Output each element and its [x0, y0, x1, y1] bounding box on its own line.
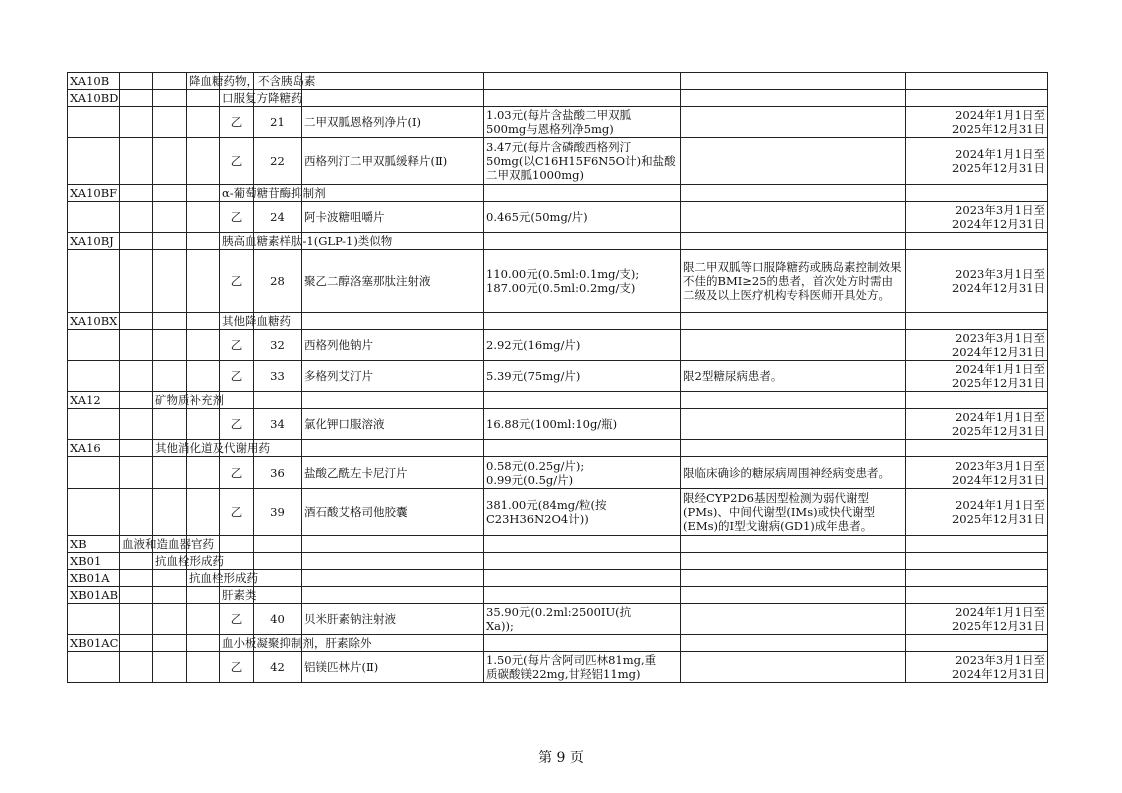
price-line: 381.00元(84mg/粒(按 — [486, 498, 607, 512]
indent-cell — [153, 313, 187, 330]
empty-cell — [120, 409, 153, 440]
drug-note — [681, 604, 906, 635]
drug-row — [68, 652, 1048, 683]
category-code: XB01A — [68, 570, 120, 587]
drug-category: 乙 — [220, 489, 254, 536]
indent-cell — [187, 587, 220, 604]
drug-note — [681, 330, 906, 361]
indent-cell — [153, 73, 187, 90]
empty-cell — [68, 604, 120, 635]
indent-cell — [120, 635, 153, 652]
category-code: XB01AB — [68, 587, 120, 604]
empty-cell — [68, 457, 120, 489]
date-line: 2025年12月31日 — [951, 376, 1045, 390]
empty-cell — [906, 536, 1048, 553]
empty-cell — [120, 489, 153, 536]
indent-cell — [187, 90, 220, 107]
drug-category: 乙 — [220, 409, 254, 440]
drug-number: 22 — [254, 138, 302, 185]
empty-cell — [153, 250, 187, 313]
date-line: 2023年3月1日至 — [955, 267, 1045, 281]
category-name: 血液和造血器官药 — [120, 536, 153, 553]
empty-cell — [254, 587, 302, 604]
empty-cell — [681, 90, 906, 107]
empty-cell — [187, 489, 220, 536]
validity-cell — [906, 138, 1048, 185]
empty-cell — [484, 553, 681, 570]
price-cell — [484, 457, 681, 489]
drug-number: 39 — [254, 489, 302, 536]
indent-cell — [120, 553, 153, 570]
drug-row — [68, 138, 1048, 185]
empty-cell — [484, 90, 681, 107]
price-line: 0.58元(0.25g/片); — [486, 458, 585, 473]
empty-cell — [187, 652, 220, 683]
date-line: 2024年12月31日 — [951, 281, 1045, 295]
empty-cell — [681, 553, 906, 570]
empty-cell — [681, 73, 906, 90]
drug-note — [681, 138, 906, 185]
empty-cell — [153, 107, 187, 138]
empty-cell — [187, 330, 220, 361]
drug-note — [681, 409, 906, 440]
drug-category: 乙 — [220, 107, 254, 138]
price-line: 3.47元(每片含磷酸西格列汀 — [486, 140, 632, 154]
drug-row — [68, 330, 1048, 361]
date-line: 2025年12月31日 — [951, 512, 1045, 526]
drug-note: 限经CYP2D6基因型检测为弱代谢型(PMs)、中间代谢型(IMs)或快代谢型(EMs)的Ⅰ型戈谢病(GD1)成年患者。 — [681, 489, 906, 536]
validity-cell — [906, 202, 1048, 233]
price-line: 二甲双胍1000mg) — [486, 168, 585, 182]
empty-cell — [681, 185, 906, 202]
validity-cell — [906, 409, 1048, 440]
drug-category: 乙 — [220, 202, 254, 233]
drug-number: 24 — [254, 202, 302, 233]
empty-cell — [484, 233, 681, 250]
empty-cell — [254, 392, 302, 409]
drug-name: 阿卡波糖咀嚼片 — [302, 202, 484, 233]
empty-cell — [302, 313, 484, 330]
empty-cell — [484, 587, 681, 604]
empty-cell — [187, 604, 220, 635]
empty-cell — [484, 635, 681, 652]
indent-cell — [120, 90, 153, 107]
category-name: 血小板凝聚抑制剂，肝素除外 — [220, 635, 254, 652]
empty-cell — [68, 409, 120, 440]
empty-cell — [254, 570, 302, 587]
empty-cell — [120, 138, 153, 185]
category-code: XA10BX — [68, 313, 120, 330]
category-row — [68, 536, 1048, 553]
date-line: 2024年12月31日 — [951, 217, 1045, 231]
price-line: 187.00元(0.5ml:0.2mg/支) — [486, 281, 636, 295]
category-code: XB01AC — [68, 635, 120, 652]
date-line: 2024年1月1日至 — [955, 498, 1045, 512]
empty-cell — [68, 250, 120, 313]
validity-cell — [906, 652, 1048, 683]
empty-cell — [187, 202, 220, 233]
validity-cell — [906, 361, 1048, 392]
validity-cell — [906, 107, 1048, 138]
drug-number: 21 — [254, 107, 302, 138]
validity-cell — [906, 330, 1048, 361]
validity-cell — [906, 457, 1048, 489]
empty-cell — [906, 392, 1048, 409]
drug-row — [68, 250, 1048, 313]
date-line: 2024年12月31日 — [951, 345, 1045, 359]
drug-row — [68, 202, 1048, 233]
price-line: 110.00元(0.5ml:0.1mg/支); — [486, 267, 640, 281]
price-line: C23H36N2O4计)) — [486, 512, 589, 526]
category-name: 降血糖药物，不含胰岛素 — [187, 73, 220, 90]
date-line: 2024年1月1日至 — [955, 362, 1045, 376]
empty-cell — [120, 457, 153, 489]
empty-cell — [187, 457, 220, 489]
drug-number: 34 — [254, 409, 302, 440]
empty-cell — [302, 185, 484, 202]
category-name: 胰高血糖素样肽-1(GLP-1)类似物 — [220, 233, 254, 250]
category-name: 抗血栓形成药 — [187, 570, 220, 587]
drug-row — [68, 361, 1048, 392]
category-code: XA10BD — [68, 90, 120, 107]
date-line: 2024年12月31日 — [951, 472, 1045, 487]
page-number: 第 9 页 — [538, 750, 584, 766]
date-line: 2023年3月1日至 — [955, 331, 1045, 345]
empty-cell — [68, 107, 120, 138]
empty-cell — [68, 489, 120, 536]
category-code: XA10BJ — [68, 233, 120, 250]
date-line: 2023年3月1日至 — [955, 653, 1045, 667]
category-row — [68, 587, 1048, 604]
category-row — [68, 233, 1048, 250]
indent-cell — [153, 570, 187, 587]
drug-category: 乙 — [220, 330, 254, 361]
category-code: XA10BF — [68, 185, 120, 202]
empty-cell — [484, 313, 681, 330]
empty-cell — [906, 73, 1048, 90]
empty-cell — [153, 138, 187, 185]
price-cell — [484, 361, 681, 392]
price-line: 5.39元(75mg/片) — [486, 369, 581, 383]
empty-cell — [254, 553, 302, 570]
price-line: 16.88元(100ml:10g/瓶) — [486, 417, 618, 431]
empty-cell — [302, 73, 484, 90]
category-row — [68, 73, 1048, 90]
drug-name: 贝米肝素钠注射液 — [302, 604, 484, 635]
empty-cell — [681, 587, 906, 604]
price-cell — [484, 107, 681, 138]
price-line: Xa)); — [486, 619, 514, 633]
empty-cell — [484, 392, 681, 409]
empty-cell — [153, 361, 187, 392]
price-cell — [484, 489, 681, 536]
indent-cell — [187, 635, 220, 652]
drug-number: 36 — [254, 457, 302, 489]
empty-cell — [681, 570, 906, 587]
category-row — [68, 635, 1048, 652]
empty-cell — [681, 635, 906, 652]
drug-number: 40 — [254, 604, 302, 635]
drug-note: 限二甲双胍等口服降糖药或胰岛素控制效果不佳的BMI≥25的患者，首次处方时需由二级及以上医疗机构专科医师开具处方。 — [681, 250, 906, 313]
price-line: 50mg(以C16H15F6N5O计)和盐酸 — [486, 154, 676, 168]
validity-cell — [906, 250, 1048, 313]
category-row — [68, 392, 1048, 409]
empty-cell — [68, 330, 120, 361]
date-line: 2025年12月31日 — [951, 122, 1045, 136]
empty-cell — [120, 330, 153, 361]
empty-cell — [153, 409, 187, 440]
price-cell — [484, 202, 681, 233]
drug-name: 多格列艾汀片 — [302, 361, 484, 392]
empty-cell — [220, 392, 254, 409]
category-row — [68, 313, 1048, 330]
category-code: XB — [68, 536, 120, 553]
indent-cell — [120, 73, 153, 90]
price-cell — [484, 604, 681, 635]
drug-category: 乙 — [220, 457, 254, 489]
drug-row — [68, 457, 1048, 489]
drug-note — [681, 107, 906, 138]
empty-cell — [906, 440, 1048, 457]
price-line: 35.90元(0.2ml:2500IU(抗 — [486, 605, 632, 619]
category-row — [68, 90, 1048, 107]
empty-cell — [906, 570, 1048, 587]
empty-cell — [906, 233, 1048, 250]
drug-name: 盐酸乙酰左卡尼汀片 — [302, 457, 484, 489]
indent-cell — [153, 635, 187, 652]
price-cell — [484, 409, 681, 440]
drug-number: 28 — [254, 250, 302, 313]
category-name: 其他降血糖药 — [220, 313, 254, 330]
drug-list-table — [67, 72, 1048, 683]
empty-cell — [120, 361, 153, 392]
date-line: 2024年1月1日至 — [955, 410, 1045, 424]
empty-cell — [302, 392, 484, 409]
empty-cell — [681, 440, 906, 457]
empty-cell — [68, 138, 120, 185]
drug-name: 聚乙二醇洛塞那肽注射液 — [302, 250, 484, 313]
validity-cell — [906, 489, 1048, 536]
drug-row — [68, 409, 1048, 440]
empty-cell — [120, 202, 153, 233]
drug-name: 二甲双胍恩格列净片(Ⅰ) — [302, 107, 484, 138]
price-cell — [484, 652, 681, 683]
date-line: 2025年12月31日 — [951, 161, 1045, 175]
category-row — [68, 553, 1048, 570]
category-name: 口服复方降糖药 — [220, 90, 254, 107]
empty-cell — [302, 570, 484, 587]
drug-row — [68, 604, 1048, 635]
empty-cell — [68, 652, 120, 683]
indent-cell — [187, 185, 220, 202]
date-line: 2024年12月31日 — [951, 667, 1045, 681]
empty-cell — [906, 90, 1048, 107]
indent-cell — [120, 185, 153, 202]
indent-cell — [153, 587, 187, 604]
empty-cell — [302, 440, 484, 457]
empty-cell — [681, 536, 906, 553]
category-name: 抗血栓形成药 — [153, 553, 187, 570]
drug-category: 乙 — [220, 361, 254, 392]
empty-cell — [220, 553, 254, 570]
empty-cell — [906, 635, 1048, 652]
empty-cell — [120, 107, 153, 138]
indent-cell — [120, 233, 153, 250]
drug-number: 32 — [254, 330, 302, 361]
drug-category: 乙 — [220, 604, 254, 635]
empty-cell — [120, 604, 153, 635]
empty-cell — [484, 570, 681, 587]
drug-number: 33 — [254, 361, 302, 392]
drug-note — [681, 202, 906, 233]
indent-cell — [120, 313, 153, 330]
drug-row — [68, 489, 1048, 536]
empty-cell — [187, 250, 220, 313]
indent-cell — [120, 440, 153, 457]
validity-cell — [906, 604, 1048, 635]
indent-cell — [153, 185, 187, 202]
date-line: 2023年3月1日至 — [955, 203, 1045, 217]
empty-cell — [302, 90, 484, 107]
date-line: 2024年1月1日至 — [955, 147, 1045, 161]
category-row — [68, 440, 1048, 457]
category-name: α-葡萄糖苷酶抑制剂 — [220, 185, 254, 202]
empty-cell — [68, 361, 120, 392]
empty-cell — [187, 361, 220, 392]
drug-category: 乙 — [220, 652, 254, 683]
empty-cell — [153, 457, 187, 489]
date-line: 2025年12月31日 — [951, 424, 1045, 438]
category-name: 矿物质补充剂 — [153, 392, 187, 409]
empty-cell — [484, 185, 681, 202]
empty-cell — [187, 409, 220, 440]
empty-cell — [906, 313, 1048, 330]
empty-cell — [681, 313, 906, 330]
drug-name: 铝镁匹林片(Ⅱ) — [302, 652, 484, 683]
indent-cell — [153, 233, 187, 250]
price-cell — [484, 138, 681, 185]
price-line: 1.03元(每片含盐酸二甲双胍 — [486, 108, 632, 122]
drug-name: 西格列他钠片 — [302, 330, 484, 361]
empty-cell — [187, 107, 220, 138]
category-code: XB01 — [68, 553, 120, 570]
empty-cell — [302, 536, 484, 553]
indent-cell — [187, 313, 220, 330]
drug-row — [68, 107, 1048, 138]
drug-name: 西格列汀二甲双胍缓释片(Ⅱ) — [302, 138, 484, 185]
empty-cell — [302, 553, 484, 570]
category-row — [68, 570, 1048, 587]
category-row — [68, 185, 1048, 202]
empty-cell — [187, 138, 220, 185]
price-cell — [484, 330, 681, 361]
drug-number: 42 — [254, 652, 302, 683]
category-code: XA16 — [68, 440, 120, 457]
price-cell — [484, 250, 681, 313]
empty-cell — [254, 536, 302, 553]
empty-cell — [153, 202, 187, 233]
empty-cell — [153, 330, 187, 361]
empty-cell — [906, 587, 1048, 604]
empty-cell — [906, 553, 1048, 570]
drug-note — [681, 652, 906, 683]
price-line: 0.465元(50mg/片) — [486, 210, 588, 224]
empty-cell — [120, 250, 153, 313]
empty-cell — [484, 536, 681, 553]
price-line: 1.50元(每片含阿司匹林81mg,重 — [486, 653, 657, 667]
indent-cell — [120, 587, 153, 604]
drug-note: 限2型糖尿病患者。 — [681, 361, 906, 392]
empty-cell — [906, 185, 1048, 202]
empty-cell — [153, 604, 187, 635]
empty-cell — [484, 440, 681, 457]
empty-cell — [220, 536, 254, 553]
category-code: XA12 — [68, 392, 120, 409]
category-name: 其他消化道及代谢用药 — [153, 440, 187, 457]
indent-cell — [120, 570, 153, 587]
drug-category: 乙 — [220, 138, 254, 185]
date-line: 2024年1月1日至 — [955, 605, 1045, 619]
price-line: 质碳酸镁22mg,甘羟铝11mg) — [486, 667, 641, 681]
price-line: 2.92元(16mg/片) — [486, 338, 581, 352]
drug-name: 氯化钾口服溶液 — [302, 409, 484, 440]
drug-category: 乙 — [220, 250, 254, 313]
date-line: 2023年3月1日至 — [955, 458, 1045, 473]
drug-note: 限临床确诊的糖尿病周围神经病变患者。 — [681, 457, 906, 489]
empty-cell — [153, 489, 187, 536]
date-line: 2025年12月31日 — [951, 619, 1045, 633]
empty-cell — [153, 652, 187, 683]
price-line: 500mg与恩格列净5mg) — [486, 122, 614, 136]
indent-cell — [120, 392, 153, 409]
empty-cell — [120, 652, 153, 683]
empty-cell — [68, 202, 120, 233]
category-name: 肝素类 — [220, 587, 254, 604]
date-line: 2024年1月1日至 — [955, 108, 1045, 122]
indent-cell — [187, 233, 220, 250]
indent-cell — [153, 90, 187, 107]
empty-cell — [681, 233, 906, 250]
drug-name: 酒石酸艾格司他胶囊 — [302, 489, 484, 536]
empty-cell — [484, 73, 681, 90]
category-code: XA10B — [68, 73, 120, 90]
price-line: 0.99元(0.5g/片) — [486, 472, 574, 487]
empty-cell — [681, 392, 906, 409]
empty-cell — [302, 587, 484, 604]
